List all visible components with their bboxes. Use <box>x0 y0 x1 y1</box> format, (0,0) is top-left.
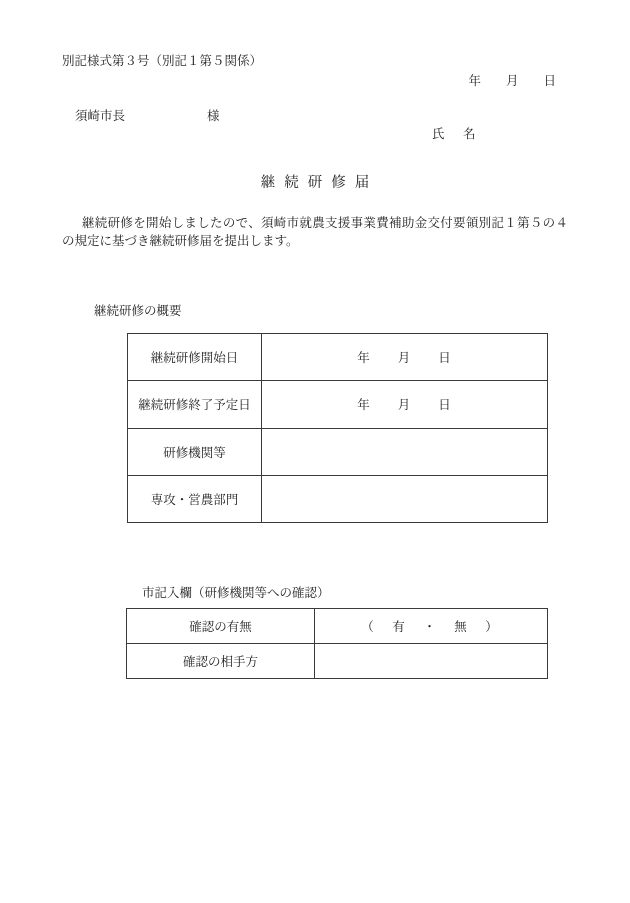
document-title: 継続研修届 <box>260 175 379 191</box>
row-value: 年 月 日 <box>262 381 548 428</box>
section1-label: 継続研修の概要 <box>94 303 182 318</box>
row-value <box>262 428 548 475</box>
addressee-honorific: 様 <box>207 108 220 123</box>
row-value <box>315 644 548 679</box>
table-row-training-end <box>128 381 548 428</box>
form-number: 別記様式第３号（別記１第５関係） <box>62 53 263 68</box>
row-value: （ 有 ・ 無 ） <box>315 609 548 644</box>
table-row-specialty <box>128 475 548 522</box>
row-value <box>262 475 548 522</box>
row-label: 継続研修終了予定日 <box>128 381 262 428</box>
row-label: 専攻・営農部門 <box>128 475 262 522</box>
name-label: 氏 名 <box>432 126 479 141</box>
row-label: 継続研修開始日 <box>128 334 262 381</box>
table-row-training-institution <box>128 428 548 475</box>
city-entry-table <box>126 608 548 679</box>
row-value: 年 月 日 <box>262 334 548 381</box>
table-row-training-start <box>128 334 548 381</box>
row-label: 確認の有無 <box>127 609 315 644</box>
row-label: 研修機関等 <box>128 428 262 475</box>
section2-label: 市記入欄（研修機関等への確認） <box>142 585 330 600</box>
table-row-confirmation-party <box>127 644 548 679</box>
addressee-line <box>75 106 220 124</box>
addressee-title: 須崎市長 <box>75 108 126 123</box>
date-line: 年 月 日 <box>468 73 556 88</box>
body-paragraph: 継続研修を開始しましたので、須崎市就農支援事業費補助金交付要領別記１第５の４の規定に基づき継続研修届を提出します。 <box>62 215 568 248</box>
row-label: 確認の相手方 <box>127 644 315 679</box>
training-overview-table <box>127 333 548 523</box>
table-row-confirmation <box>127 609 548 644</box>
